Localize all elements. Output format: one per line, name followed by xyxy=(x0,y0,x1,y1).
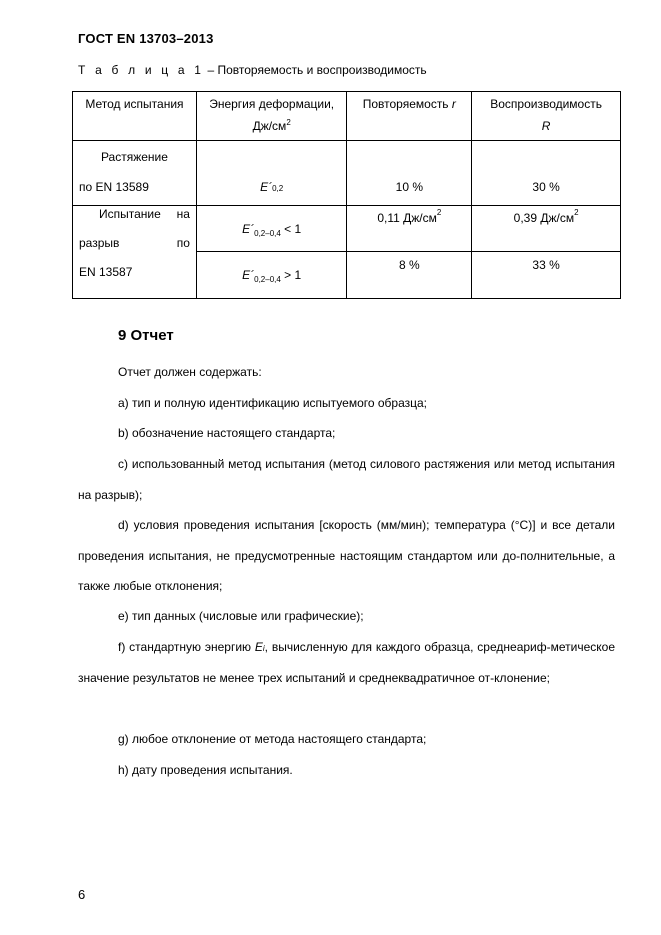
cell-repeat-fracture-high xyxy=(347,252,472,299)
method-fracture-word1: Испытание xyxy=(99,207,161,221)
reproduce-fracture-high-value: 33 % xyxy=(532,258,560,272)
report-item-a: a) тип и полную идентификацию испытуемого образца; xyxy=(118,396,428,410)
method-tension-line1: Растяжение xyxy=(100,150,168,164)
table-header-row xyxy=(73,92,621,141)
reproduce-fracture-low-value: 0,39 Дж/см xyxy=(513,211,575,225)
reproduce-tension-value: 30 % xyxy=(532,180,560,194)
header-reproducibility-symbol: R xyxy=(541,119,551,133)
cell-repeat-fracture-low xyxy=(347,206,472,252)
cell-method-tension xyxy=(73,141,197,206)
repeat-fracture-high-value: 8 % xyxy=(398,258,420,272)
energy-fracture-high-symbol: E´ xyxy=(242,268,255,282)
header-energy xyxy=(196,92,347,141)
repeatability-table xyxy=(72,91,621,299)
page-number: 6 xyxy=(78,887,86,902)
repeat-tension-value: 10 % xyxy=(395,180,423,194)
energy-fracture-low-symbol: E´ xyxy=(242,221,255,236)
report-item-d: d) условия проведения испытания [скорость (мм/мин); температура (°С)] и все детали проведения испытания, не предусмотренные настоящим стандартом или до-полнительные, а также любые отклонения; xyxy=(78,518,615,593)
table-caption-text: – Повторяемость и воспроизводимость xyxy=(204,63,427,77)
cell-reproduce-fracture-high xyxy=(472,252,621,299)
header-repeatability xyxy=(347,92,472,141)
energy-fracture-high-sub: 0,2–0,4 xyxy=(254,275,281,284)
report-item-f xyxy=(78,632,615,693)
cell-energy-fracture-low xyxy=(196,206,347,252)
section-intro: Отчет должен содержать: xyxy=(118,365,262,379)
reproduce-fracture-low-sup: 2 xyxy=(574,208,579,217)
report-item-f-symbol: E xyxy=(254,640,263,654)
report-item-f-pre: f) стандартную энергию xyxy=(118,640,255,654)
report-item-f-sub: i xyxy=(262,644,265,653)
table-caption xyxy=(78,63,427,77)
report-item-e: e) тип данных (числовые или графические); xyxy=(118,609,364,623)
method-fracture-word3: разрыв xyxy=(79,236,120,250)
energy-fracture-high-cond: > 1 xyxy=(280,268,302,282)
document-standard-header: ГОСТ EN 13703–2013 xyxy=(78,31,214,46)
repeat-fracture-low-value: 0,11 Дж/см xyxy=(377,211,437,225)
header-energy-text: Энергия деформации, xyxy=(209,97,335,111)
report-item-b: b) обозначение настоящего стандарта; xyxy=(118,426,336,440)
cell-reproduce-tension xyxy=(472,141,621,206)
energy-fracture-low-cond: < 1 xyxy=(280,221,302,236)
table-row-fracture-a xyxy=(73,206,621,252)
cell-method-fracture xyxy=(73,206,197,299)
cell-energy-fracture-high xyxy=(196,252,347,299)
header-reproducibility-text: Воспроизводимость xyxy=(490,97,602,111)
energy-tension-sub: 0,2 xyxy=(272,184,284,193)
report-item-h: h) дату проведения испытания. xyxy=(118,763,293,777)
table-caption-label: Т а б л и ц а 1 xyxy=(78,63,205,77)
header-method xyxy=(73,92,197,141)
table-row-tension xyxy=(73,141,621,206)
cell-reproduce-fracture-low xyxy=(472,206,621,252)
header-repeatability-symbol: r xyxy=(451,97,456,111)
report-item-c: c) использованный метод испытания (метод силового растяжения или метод испытания на разрыв); xyxy=(78,457,615,502)
method-tension-line2: по EN 13589 xyxy=(79,180,149,194)
header-repeatability-text: Повторяемость xyxy=(362,97,452,111)
cell-repeat-tension xyxy=(347,141,472,206)
section-title: 9 Отчет xyxy=(118,327,174,344)
report-item-f-post: , вычисленную для каждого образца, среднеариф-метическое значение результатов не менее трех испытаний и среднеквадратичное от-клонение; xyxy=(78,640,615,685)
energy-fracture-low-sub: 0,2–0,4 xyxy=(254,228,281,238)
header-reproducibility xyxy=(472,92,621,141)
method-fracture-word2: на xyxy=(176,207,190,221)
report-item-g: g) любое отклонение от метода настоящего стандарта; xyxy=(118,732,427,746)
repeat-fracture-low-sup: 2 xyxy=(436,208,442,217)
method-fracture-word4: по xyxy=(176,236,190,250)
energy-tension-symbol: E´ xyxy=(260,180,273,194)
header-energy-unit-sup: 2 xyxy=(286,118,291,127)
cell-energy-tension xyxy=(196,141,347,206)
header-energy-unit: Дж/см xyxy=(252,119,287,133)
method-fracture-line3: EN 13587 xyxy=(79,265,133,279)
header-method-text: Метод испытания xyxy=(85,97,184,111)
